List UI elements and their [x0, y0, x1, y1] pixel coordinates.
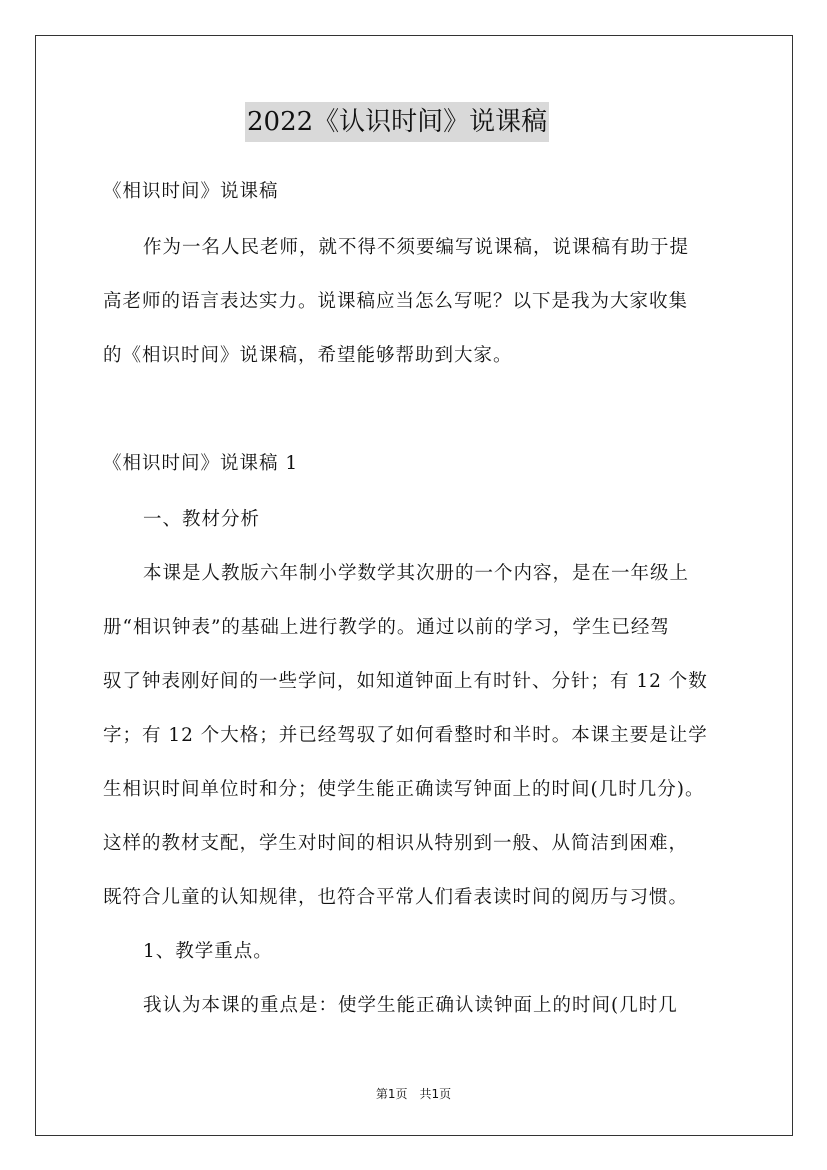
paragraph-line: 本课是人教版六年制小学数学其次册的一个内容，是在一年级上 [143, 563, 690, 584]
paragraph-line: 字；有 12 个大格；并已经驾驭了如何看整时和半时。本课主要是让学 [103, 725, 708, 746]
subsection-heading: 1、教学重点。 [143, 941, 273, 962]
paragraph-line: 这样的教材支配，学生对时间的相识从特别到一般、从简洁到困难， [103, 833, 689, 854]
page-number: 第1页 共1页 [375, 1087, 452, 1101]
paragraph-line: 我认为本课的重点是：使学生能正确认读钟面上的时间(几时几 [143, 995, 678, 1016]
paragraph-line: 的《相识时间》说课稿，希望能够帮助到大家。 [103, 345, 513, 366]
paragraph-line: 册“相识钟表”的基础上进行教学的。通过以前的学习，学生已经驾 [103, 617, 670, 638]
section-heading: 《相识时间》说课稿 1 [103, 453, 299, 474]
document-title: 2022《认识时间》说课稿 [245, 102, 549, 142]
subsection-heading: 一、教材分析 [143, 509, 261, 530]
paragraph-heading: 《相识时间》说课稿 [103, 181, 279, 202]
paragraph-line: 高老师的语言表达实力。说课稿应当怎么写呢？以下是我为大家收集 [103, 291, 689, 312]
paragraph-line: 既符合儿童的认知规律，也符合平常人们看表读时间的阅历与习惯。 [103, 887, 689, 908]
paragraph-line: 生相识时间单位时和分；使学生能正确读写钟面上的时间(几时几分)。 [103, 779, 705, 800]
paragraph-line: 作为一名人民老师，就不得不须要编写说课稿，说课稿有助于提 [143, 237, 690, 258]
paragraph-line: 驭了钟表刚好间的一些学问，如知道钟面上有时针、分针；有 12 个数 [103, 671, 708, 692]
